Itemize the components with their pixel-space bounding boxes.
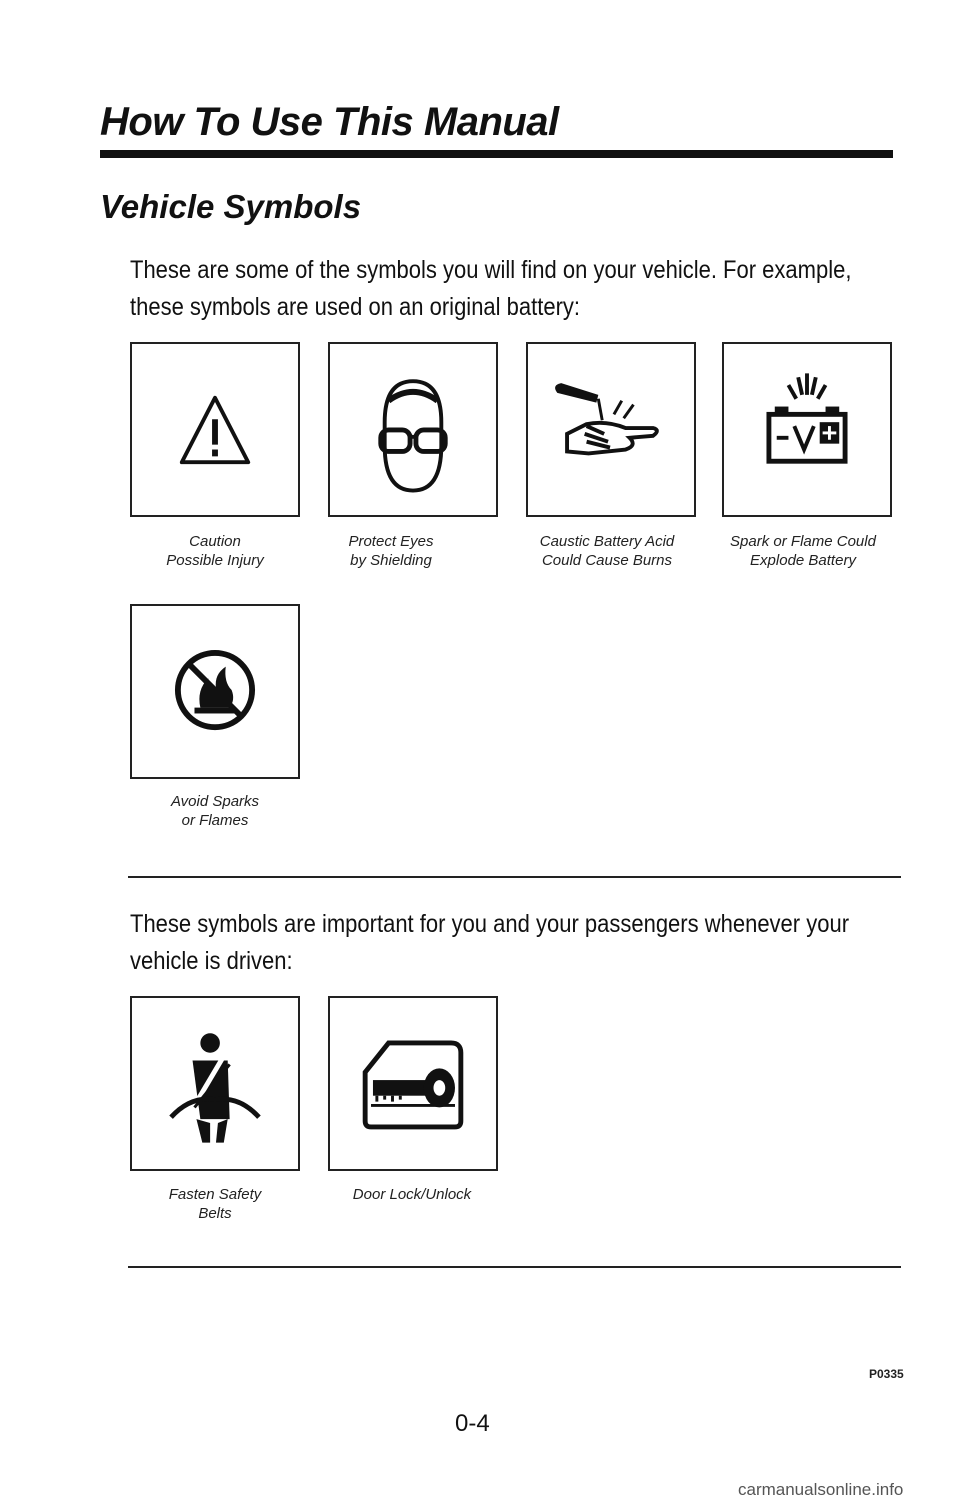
caustic-acid-caption: Caustic Battery Acid Could Cause Burns [539,533,675,569]
section-title: Vehicle Symbols [100,188,362,225]
battery-intro-text: These are some of the symbols you will find on your vehicle. For example, these symbols are used on an original battery: [130,256,852,321]
seat-belt-caption: Fasten Safety Belts [168,1186,262,1222]
no-flame-symbol-box [130,604,300,779]
battery-spark-caption: Spark or Flame Could Explode Battery [730,533,876,569]
section-divider [128,876,901,878]
caustic-acid-symbol-box [526,342,696,517]
protect-eyes-symbol-box [328,342,498,517]
page-number: 0-4 [455,1410,490,1437]
protect-eyes-caption: Protect Eyes by Shielding [348,533,434,569]
watermark: carmanualsonline.info [738,1480,904,1499]
no-flame-caption: Avoid Sparks or Flames [170,793,260,829]
no-flame-icon [132,606,298,777]
protect-eyes-icon [330,344,496,515]
caution-symbol-box [130,342,300,517]
figure-id: P0335 [869,1367,904,1381]
seat-belt-symbol-box [130,996,300,1171]
door-lock-caption: Door Lock/Unlock [352,1186,472,1203]
door-lock-icon [330,998,496,1169]
caustic-acid-icon [528,344,694,515]
page-title: How To Use This Manual [100,100,559,144]
caution-caption: Caution Possible Injury [166,533,264,569]
battery-spark-symbol-box [722,342,892,517]
battery-spark-icon [724,344,890,515]
caution-triangle-icon [132,344,298,515]
driving-intro-text: These symbols are important for you and your passengers whenever your vehicle is driven: [130,910,850,975]
door-lock-symbol-box [328,996,498,1171]
seat-belt-icon [132,998,298,1169]
bottom-divider [128,1266,901,1268]
title-rule [100,150,893,158]
